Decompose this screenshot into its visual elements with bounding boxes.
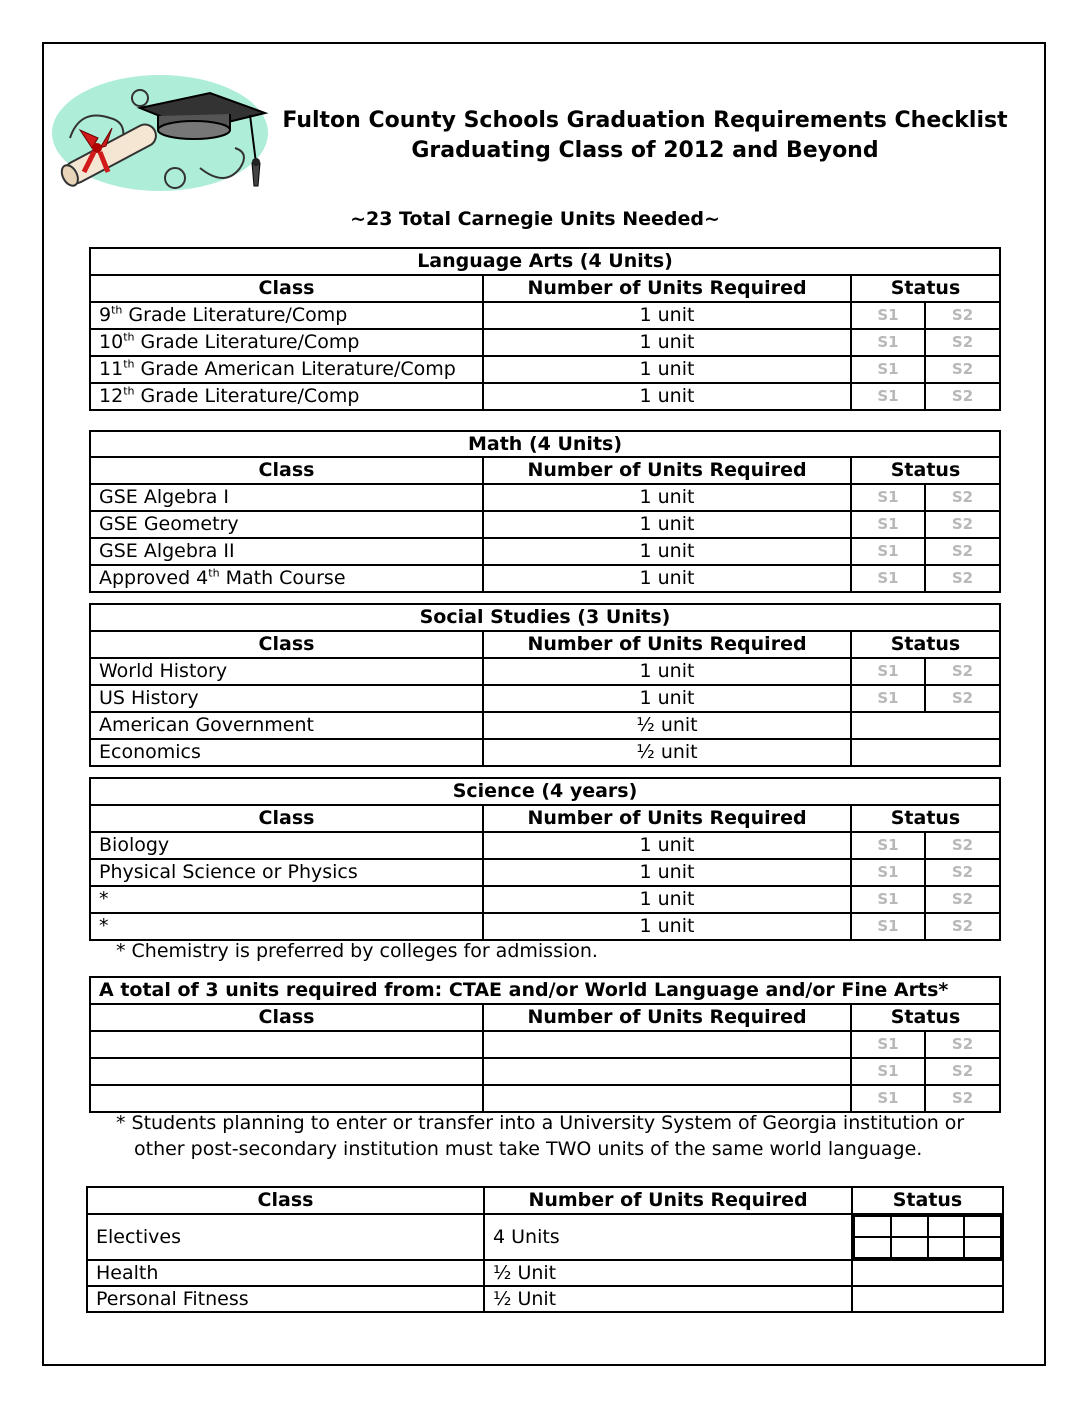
status-s1-checkbox[interactable]: S1	[851, 565, 925, 592]
class-name: Electives	[87, 1214, 484, 1260]
status-s1-checkbox[interactable]: S1	[851, 886, 925, 913]
section-title: Language Arts (4 Units)	[90, 248, 1000, 275]
class-name: Approved 4th Math Course	[90, 565, 483, 592]
total-units-needed: ~23 Total Carnegie Units Needed~	[350, 208, 720, 230]
status-s1-checkbox[interactable]: S1	[851, 1058, 925, 1085]
status-s1-checkbox[interactable]: S1	[851, 329, 925, 356]
status-box[interactable]	[964, 1216, 1001, 1237]
status-s1-checkbox[interactable]: S1	[851, 484, 925, 511]
status-cell[interactable]	[852, 1260, 1003, 1286]
class-name: 9th Grade Literature/Comp	[90, 302, 483, 329]
class-input-cell[interactable]	[90, 1085, 483, 1112]
units-required: 1 unit	[483, 511, 851, 538]
column-header-units: Number of Units Required	[484, 1187, 852, 1214]
units-required: 1 unit	[483, 538, 851, 565]
units-required: 1 unit	[483, 832, 851, 859]
column-header-status: Status	[851, 805, 1000, 832]
units-required: ½ unit	[483, 712, 851, 739]
table-row	[90, 685, 1000, 712]
status-s1-checkbox[interactable]: S1	[851, 538, 925, 565]
units-input-cell[interactable]	[483, 1058, 851, 1085]
status-box[interactable]	[891, 1216, 928, 1237]
table-row	[90, 484, 1000, 511]
table-row	[90, 511, 1000, 538]
units-required: 1 unit	[483, 913, 851, 940]
units-required: 1 unit	[483, 356, 851, 383]
table-row	[90, 886, 1000, 913]
table-row	[90, 1031, 1000, 1058]
status-s2-checkbox[interactable]: S2	[925, 886, 1000, 913]
class-name: Biology	[90, 832, 483, 859]
class-name: *	[90, 913, 483, 940]
status-box[interactable]	[854, 1216, 891, 1237]
status-s1-checkbox[interactable]: S1	[851, 302, 925, 329]
table-row	[90, 739, 1000, 766]
math-table	[89, 430, 1001, 593]
class-name: GSE Algebra I	[90, 484, 483, 511]
column-header-class: Class	[90, 457, 483, 484]
units-required: 1 unit	[483, 685, 851, 712]
section-title: Math (4 Units)	[90, 431, 1000, 457]
table-row	[90, 565, 1000, 592]
column-header-status: Status	[852, 1187, 1003, 1214]
table-row	[90, 1085, 1000, 1112]
column-header-class: Class	[90, 1004, 483, 1031]
class-input-cell[interactable]	[90, 1058, 483, 1085]
column-header-class: Class	[90, 275, 483, 302]
status-s2-checkbox[interactable]: S2	[925, 484, 1000, 511]
science-table	[89, 777, 1001, 941]
status-s2-checkbox[interactable]: S2	[925, 383, 1000, 410]
status-s2-checkbox[interactable]: S2	[925, 832, 1000, 859]
status-box[interactable]	[891, 1237, 928, 1258]
units-required: ½ unit	[483, 739, 851, 766]
column-header-units: Number of Units Required	[483, 805, 851, 832]
language-arts-table	[89, 247, 1001, 411]
status-s1-checkbox[interactable]: S1	[851, 356, 925, 383]
status-box[interactable]	[964, 1237, 1001, 1258]
status-s2-checkbox[interactable]: S2	[925, 1031, 1000, 1058]
table-row	[90, 658, 1000, 685]
column-header-units: Number of Units Required	[483, 457, 851, 484]
status-s1-checkbox[interactable]: S1	[851, 1031, 925, 1058]
class-input-cell[interactable]	[90, 1031, 483, 1058]
world-language-footnote-line2: other post-secondary institution must take TWO units of the same world language.	[134, 1138, 923, 1160]
status-grid	[852, 1214, 1003, 1260]
class-name: 11th Grade American Literature/Comp	[90, 356, 483, 383]
units-required: 1 unit	[483, 658, 851, 685]
units-required: 1 unit	[483, 859, 851, 886]
status-s1-checkbox[interactable]: S1	[851, 383, 925, 410]
status-s1-checkbox[interactable]: S1	[851, 859, 925, 886]
status-s2-checkbox[interactable]: S2	[925, 685, 1000, 712]
status-s1-checkbox[interactable]: S1	[851, 658, 925, 685]
status-cell[interactable]	[851, 712, 1000, 739]
table-row	[87, 1214, 1003, 1260]
units-required: 1 unit	[483, 565, 851, 592]
status-s1-checkbox[interactable]: S1	[851, 1085, 925, 1112]
status-s2-checkbox[interactable]: S2	[925, 565, 1000, 592]
table-row	[90, 1058, 1000, 1085]
class-name: GSE Algebra II	[90, 538, 483, 565]
ctae-world-language-fine-arts-table	[89, 976, 1001, 1113]
status-box[interactable]	[928, 1237, 965, 1258]
status-s2-checkbox[interactable]: S2	[925, 859, 1000, 886]
status-cell[interactable]	[852, 1286, 1003, 1312]
table-row	[90, 383, 1000, 410]
status-s1-checkbox[interactable]: S1	[851, 685, 925, 712]
status-s2-checkbox[interactable]: S2	[925, 329, 1000, 356]
table-row	[90, 329, 1000, 356]
status-s2-checkbox[interactable]: S2	[925, 1058, 1000, 1085]
social-studies-table	[89, 603, 1001, 767]
units-required: 1 unit	[483, 302, 851, 329]
class-name: Personal Fitness	[87, 1286, 484, 1312]
column-header-class: Class	[90, 805, 483, 832]
graduation-cap-diploma-logo	[50, 68, 280, 198]
units-required: 1 unit	[483, 383, 851, 410]
class-name: 12th Grade Literature/Comp	[90, 383, 483, 410]
units-required: 1 unit	[483, 329, 851, 356]
other-requirements-table	[86, 1186, 1004, 1313]
table-row	[90, 859, 1000, 886]
class-name: American Government	[90, 712, 483, 739]
column-header-status: Status	[851, 631, 1000, 658]
column-header-units: Number of Units Required	[483, 275, 851, 302]
page-title: Fulton County Schools Graduation Requirements Checklist	[282, 108, 1008, 133]
status-s2-checkbox[interactable]: S2	[925, 913, 1000, 940]
column-header-class: Class	[90, 631, 483, 658]
status-s2-checkbox[interactable]: S2	[925, 356, 1000, 383]
class-name: GSE Geometry	[90, 511, 483, 538]
status-box[interactable]	[928, 1216, 965, 1237]
class-name: Economics	[90, 739, 483, 766]
page-subtitle: Graduating Class of 2012 and Beyond	[411, 138, 879, 163]
status-s2-checkbox[interactable]: S2	[925, 302, 1000, 329]
column-header-units: Number of Units Required	[483, 1004, 851, 1031]
table-row	[90, 913, 1000, 940]
column-header-class: Class	[87, 1187, 484, 1214]
class-name: US History	[90, 685, 483, 712]
status-s1-checkbox[interactable]: S1	[851, 511, 925, 538]
units-required: 1 unit	[483, 484, 851, 511]
world-language-footnote-line1: * Students planning to enter or transfer into a University System of Georgia institution or	[116, 1112, 965, 1134]
column-header-units: Number of Units Required	[483, 631, 851, 658]
chemistry-footnote: * Chemistry is preferred by colleges for admission.	[116, 940, 598, 962]
table-row	[90, 832, 1000, 859]
status-cell[interactable]	[851, 739, 1000, 766]
class-name: Physical Science or Physics	[90, 859, 483, 886]
table-row	[90, 302, 1000, 329]
status-box[interactable]	[854, 1237, 891, 1258]
table-row	[90, 538, 1000, 565]
class-name: World History	[90, 658, 483, 685]
units-required: 1 unit	[483, 886, 851, 913]
units-required: 4 Units	[484, 1214, 852, 1260]
status-s1-checkbox[interactable]: S1	[851, 832, 925, 859]
units-required: ½ Unit	[484, 1286, 852, 1312]
table-row	[87, 1286, 1003, 1312]
section-title: A total of 3 units required from: CTAE and/or World Language and/or Fine Arts*	[90, 977, 1000, 1004]
table-row	[87, 1260, 1003, 1286]
section-title: Science (4 years)	[90, 778, 1000, 805]
status-s2-checkbox[interactable]: S2	[925, 658, 1000, 685]
section-title: Social Studies (3 Units)	[90, 604, 1000, 631]
column-header-status: Status	[851, 457, 1000, 484]
status-s1-checkbox[interactable]: S1	[851, 913, 925, 940]
status-s2-checkbox[interactable]: S2	[925, 538, 1000, 565]
units-input-cell[interactable]	[483, 1031, 851, 1058]
class-name: Health	[87, 1260, 484, 1286]
status-s2-checkbox[interactable]: S2	[925, 511, 1000, 538]
table-row	[90, 356, 1000, 383]
column-header-status: Status	[851, 1004, 1000, 1031]
units-input-cell[interactable]	[483, 1085, 851, 1112]
table-row	[90, 712, 1000, 739]
class-name: 10th Grade Literature/Comp	[90, 329, 483, 356]
status-s2-checkbox[interactable]: S2	[925, 1085, 1000, 1112]
units-required: ½ Unit	[484, 1260, 852, 1286]
column-header-status: Status	[851, 275, 1000, 302]
class-name: *	[90, 886, 483, 913]
